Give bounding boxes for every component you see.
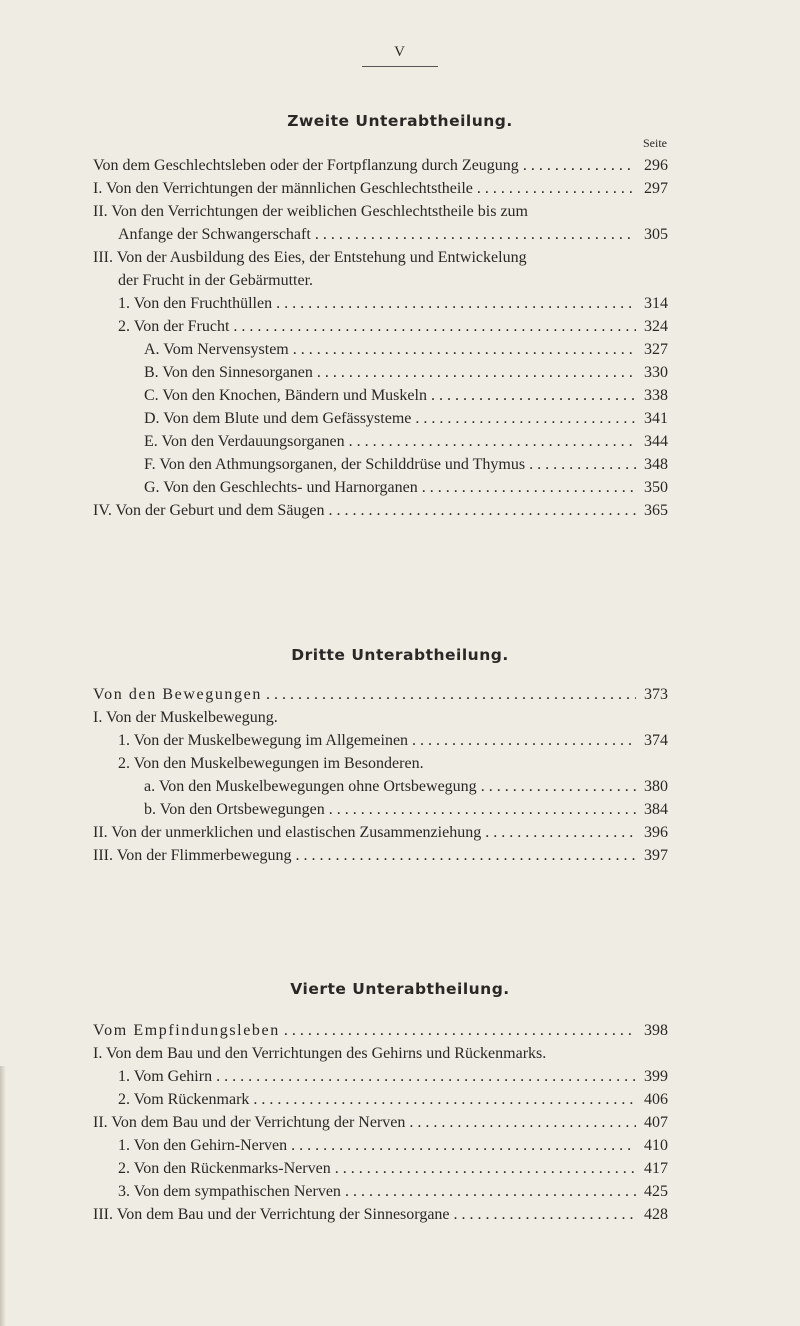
- toc-entry: III. Von dem Bau und der Verrichtung der Sinnesorgane . . . 428: [93, 1204, 668, 1226]
- page-number-rule: [362, 66, 438, 67]
- section-heading: Zweite Unterabtheilung.: [287, 112, 513, 130]
- toc-entry: IV. Von der Geburt und dem Säugen . . . 365: [93, 500, 668, 522]
- toc-entry: Anfange der Schwangerschaft . . . 305: [118, 224, 668, 246]
- toc-entry: b. Von den Ortsbewegungen . . . 384: [144, 799, 668, 821]
- toc-entry: II. Von dem Bau und der Verrichtung der Nerven . . . 407: [93, 1112, 668, 1134]
- toc-entry: I. Von dem Bau und den Verrichtungen des Gehirns und Rückenmarks.: [93, 1045, 547, 1062]
- page-number: V: [394, 44, 406, 60]
- toc-entry: II. Von den Verrichtungen der weiblichen Geschlechtstheile bis zum: [93, 203, 528, 220]
- section-heading: Vierte Unterabtheilung.: [290, 980, 510, 998]
- toc-entry: G. Von den Geschlechts- und Harnorganen . . . 350: [144, 477, 668, 499]
- toc-entry: II. Von der unmerklichen und elastischen Zusammenziehung . . . 396: [93, 822, 668, 844]
- toc-entry: F. Von den Athmungsorganen, der Schilddrüse und Thymus . . . 348: [144, 454, 668, 476]
- toc-entry: Von dem Geschlechtsleben oder der Fortpflanzung durch Zeugung . . . 296: [93, 155, 668, 177]
- toc-entry: Vom Empfindungsleben . . . 398: [93, 1020, 668, 1042]
- toc-entry: 2. Von den Rückenmarks-Nerven . . . 417: [118, 1158, 668, 1180]
- toc-entry: III. Von der Flimmerbewegung . . . 397: [93, 845, 668, 867]
- page-column-label: Seite: [643, 136, 667, 150]
- section-heading: Dritte Unterabtheilung.: [291, 646, 509, 664]
- toc-entry: C. Von den Knochen, Bändern und Muskeln . . . 338: [144, 385, 668, 407]
- toc-entry: der Frucht in der Gebärmutter.: [118, 272, 314, 289]
- toc-entry: D. Von dem Blute und dem Gefässysteme . . . 341: [144, 408, 668, 430]
- toc-entry: A. Vom Nervensystem . . . 327: [144, 339, 668, 361]
- toc-entry: E. Von den Verdauungsorganen . . . 344: [144, 431, 668, 453]
- toc-entry: Von den Bewegungen . . . 373: [93, 684, 668, 706]
- toc-entry: 2. Vom Rückenmark . . . 406: [118, 1089, 668, 1111]
- toc-entry: 2. Von den Muskelbewegungen im Besonderen.: [118, 755, 424, 772]
- toc-entry: 2. Von der Frucht . . . 324: [118, 316, 668, 338]
- toc-entry: I. Von der Muskelbewegung.: [93, 709, 278, 726]
- toc-entry: 3. Von dem sympathischen Nerven . . . 425: [118, 1181, 668, 1203]
- toc-entry: 1. Von den Gehirn-Nerven . . . 410: [118, 1135, 668, 1157]
- toc-entry: a. Von den Muskelbewegungen ohne Ortsbewegung . . . 380: [144, 776, 668, 798]
- toc-entry: 1. Von der Muskelbewegung im Allgemeinen . . . 374: [118, 730, 668, 752]
- toc-entry: III. Von der Ausbildung des Eies, der Entstehung und Entwickelung: [93, 249, 527, 266]
- toc-entry: 1. Von den Fruchthüllen . . . 314: [118, 293, 668, 315]
- page-spine-shadow: [0, 1066, 6, 1326]
- toc-entry: B. Von den Sinnesorganen . . . 330: [144, 362, 668, 384]
- toc-entry: 1. Vom Gehirn . . . 399: [118, 1066, 668, 1088]
- toc-entry: I. Von den Verrichtungen der männlichen Geschlechtstheile . . . 297: [93, 178, 668, 200]
